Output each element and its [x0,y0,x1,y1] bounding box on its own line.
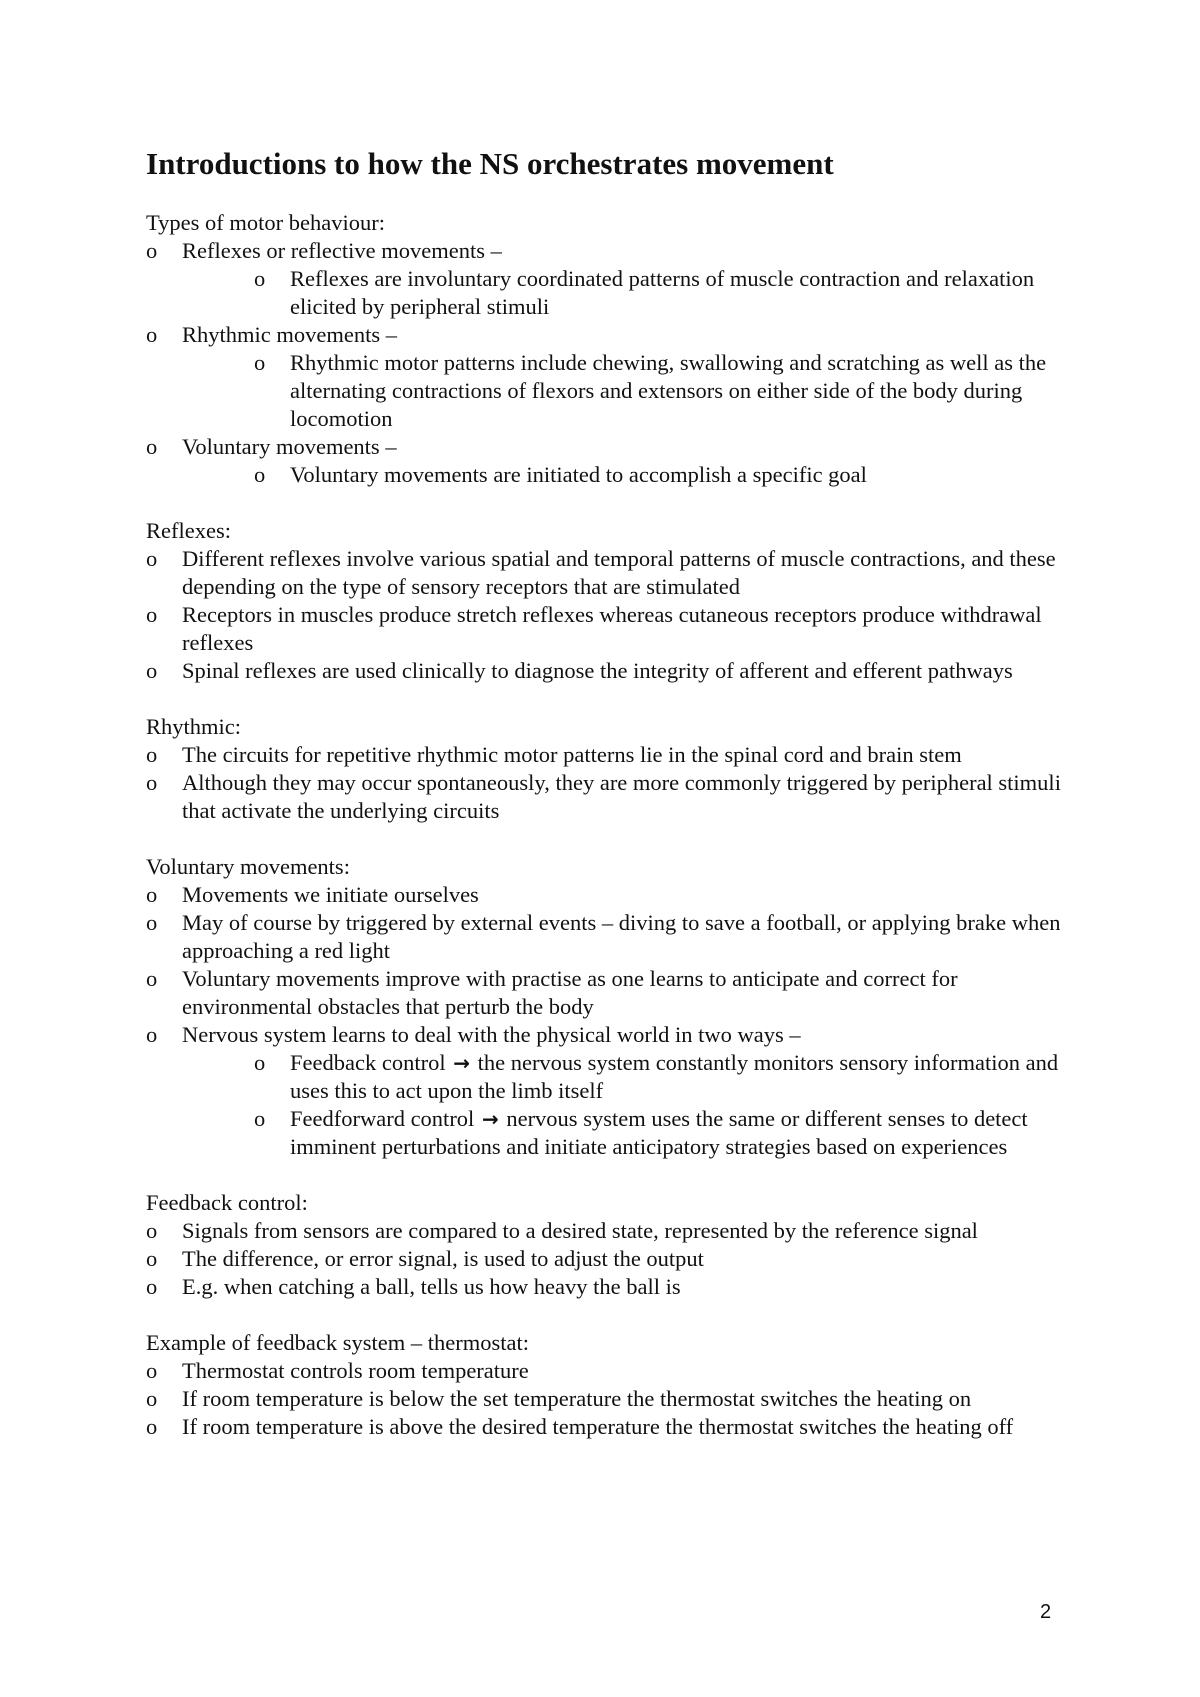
list-item [146,881,1066,909]
bullet-marker: o [254,266,266,291]
sub-bullet-list [182,349,1066,433]
list-item [146,909,1066,965]
section-thermostat-example [146,1329,1066,1441]
section-voluntary-movements [146,853,1066,1161]
bullet-marker: o [146,238,158,263]
list-item-text: Voluntary movements – [182,434,397,459]
document-body [146,209,1066,1469]
list-item [146,657,1066,685]
section-types-of-motor-behaviour [146,209,1066,489]
list-item-text: Voluntary movements improve with practise as one learns to anticipate and correct for environmental obstacles that perturb the body [182,966,958,1019]
bullet-marker: o [254,462,266,487]
bullet-marker: o [146,1274,158,1299]
list-item-text: May of course by triggered by external events – diving to save a football, or applying brake when approaching a red light [182,910,1061,963]
list-item-text: If room temperature is below the set temperature the thermostat switches the heating on [182,1386,972,1411]
list-item [146,321,1066,433]
bullet-marker: o [146,770,158,795]
section-reflexes [146,517,1066,685]
bullet-marker: o [146,882,158,907]
bullet-marker: o [146,1414,158,1439]
list-item [146,1385,1066,1413]
arrow-right-icon: → [453,1051,470,1075]
sub-list-item-text: nervous system uses the same or different senses to detect imminent perturbations and initiate anticipatory strategies based on experiences [290,1106,1028,1159]
list-item-text: If room temperature is above the desired temperature the thermostat switches the heating off [182,1414,1014,1439]
sub-list-item-text: Voluntary movements are initiated to accomplish a specific goal [290,462,867,487]
sub-list-item [254,349,1066,433]
list-item-text: Thermostat controls room temperature [182,1358,529,1383]
section-heading: Voluntary movements: [146,854,350,879]
bullet-marker: o [146,742,158,767]
bullet-marker: o [146,322,158,347]
list-item-text: Spinal reflexes are used clinically to diagnose the integrity of afferent and efferent pathways [182,658,1013,683]
list-item-text: The circuits for repetitive rhythmic motor patterns lie in the spinal cord and brain stem [182,742,962,767]
bullet-marker: o [146,434,158,459]
sub-list-item-text: Rhythmic motor patterns include chewing, swallowing and scratching as well as the alternating contractions of flexors and extensors on either side of the body during locomotion [290,350,1047,431]
sub-list-item [254,1105,1066,1161]
list-item-text: Signals from sensors are compared to a desired state, represented by the reference signal [182,1218,978,1243]
list-item-text: Reflexes or reflective movements – [182,238,502,263]
bullet-list [146,545,1066,685]
bullet-marker: o [146,1218,158,1243]
list-item-text: Rhythmic movements – [182,322,397,347]
bullet-marker: o [146,1358,158,1383]
sub-bullet-list [182,461,1066,489]
list-item-text: Different reflexes involve various spatial and temporal patterns of muscle contractions, and these depending on the type of sensory receptors that are stimulated [182,546,1056,599]
sub-bullet-list [182,1049,1066,1161]
page-title: Introductions to how the NS orchestrates movement [146,146,834,181]
bullet-list [146,1217,1066,1301]
bullet-marker: o [146,1246,158,1271]
list-item [146,545,1066,601]
sub-list-item-text: Reflexes are involuntary coordinated patterns of muscle contraction and relaxation elicited by peripheral stimuli [290,266,1035,319]
list-item-text: Receptors in muscles produce stretch reflexes whereas cutaneous receptors produce withdrawal reflexes [182,602,1042,655]
list-item-text: E.g. when catching a ball, tells us how heavy the ball is [182,1274,681,1299]
section-feedback-control [146,1189,1066,1301]
bullet-marker: o [146,546,158,571]
bullet-list [146,237,1066,489]
bullet-marker: o [254,350,266,375]
list-item [146,1273,1066,1301]
list-item-text: Although they may occur spontaneously, they are more commonly triggered by peripheral stimuli that activate the underlying circuits [182,770,1061,823]
list-item-text: Nervous system learns to deal with the physical world in two ways – [182,1022,801,1047]
bullet-marker: o [146,1022,158,1047]
list-item [146,769,1066,825]
bullet-marker: o [146,910,158,935]
section-heading: Rhythmic: [146,714,241,739]
bullet-list [146,881,1066,1161]
list-item [146,1021,1066,1161]
sub-list-item [254,265,1066,321]
page-number: 2 [1040,1601,1052,1623]
section-heading: Example of feedback system – thermostat: [146,1330,530,1355]
list-item [146,1217,1066,1245]
bullet-marker: o [254,1106,266,1131]
list-item [146,1245,1066,1273]
sub-list-item-term: Feedforward control [290,1106,475,1131]
bullet-list [146,1357,1066,1441]
bullet-marker: o [254,1050,266,1075]
list-item [146,237,1066,321]
list-item [146,433,1066,489]
list-item-text: Movements we initiate ourselves [182,882,479,907]
sub-bullet-list [182,265,1066,321]
list-item-text: The difference, or error signal, is used to adjust the output [182,1246,704,1271]
bullet-marker: o [146,1386,158,1411]
bullet-list [146,741,1066,825]
list-item [146,1357,1066,1385]
bullet-marker: o [146,658,158,683]
bullet-marker: o [146,966,158,991]
sub-list-item-term: Feedback control [290,1050,446,1075]
list-item [146,741,1066,769]
section-heading: Reflexes: [146,518,231,543]
list-item [146,965,1066,1021]
arrow-right-icon: → [481,1107,499,1131]
sub-list-item-text: the nervous system constantly monitors sensory information and uses this to act upon the limb itself [290,1050,1059,1103]
section-rhythmic [146,713,1066,825]
sub-list-item [254,461,1066,489]
sub-list-item [254,1049,1066,1105]
list-item [146,601,1066,657]
section-heading: Feedback control: [146,1190,308,1215]
bullet-marker: o [146,602,158,627]
list-item [146,1413,1066,1441]
section-heading: Types of motor behaviour: [146,210,385,235]
